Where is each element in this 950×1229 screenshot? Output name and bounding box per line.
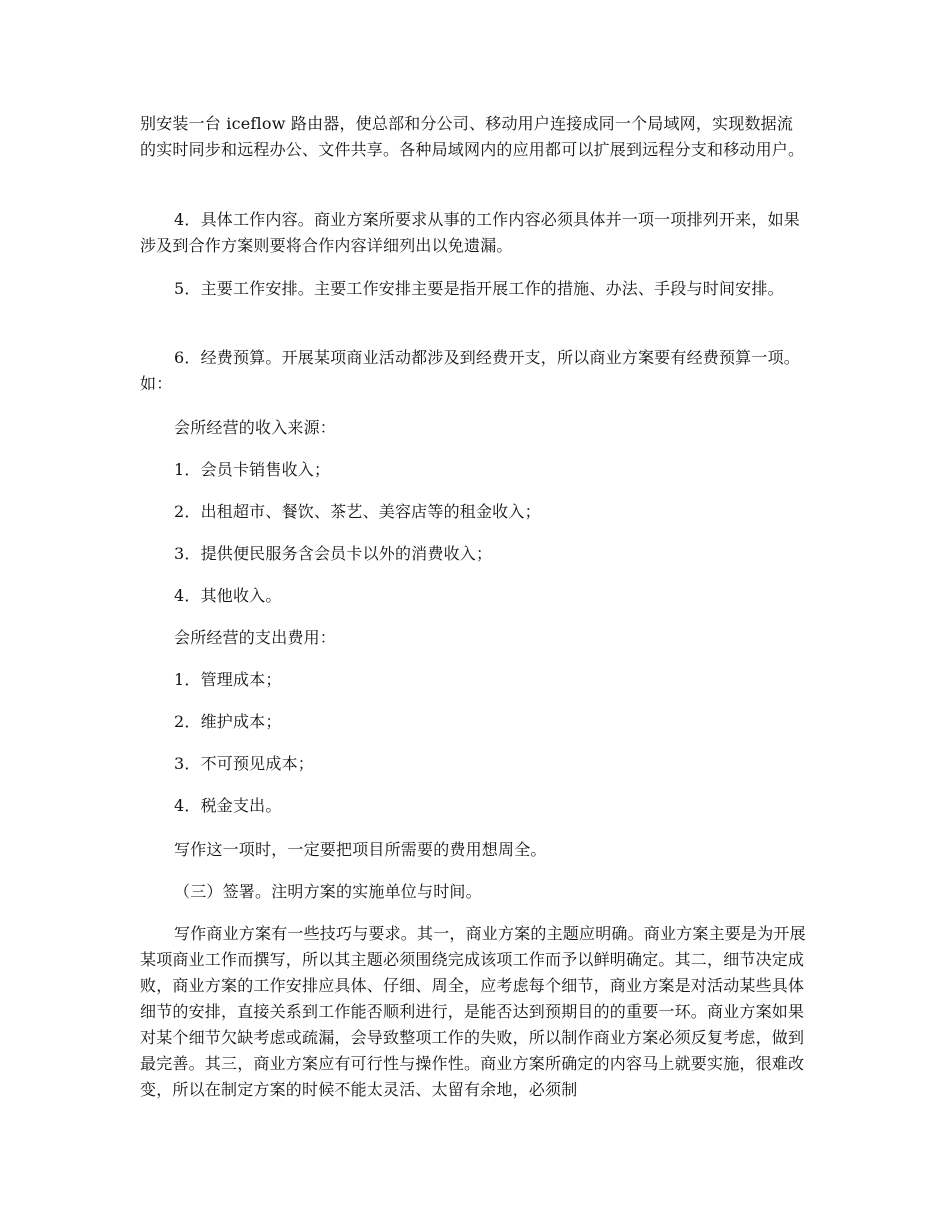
income-item-4: 4．其他收入。 (174, 586, 282, 605)
income-item-3: 3．提供便民服务含会员卡以外的消费收入； (174, 544, 493, 563)
expense-item-3: 3．不可预见成本； (174, 754, 314, 773)
paragraph-work-content: 4．具体工作内容。商业方案所要求从事的工作内容必须具体并一项一项排列开来，如果涉及到合作方案则要将合作内容详细列出以免遗漏。 (140, 210, 800, 255)
paragraph-work-arrangement: 5．主要工作安排。主要工作安排主要是指开展工作的措施、办法、手段与时间安排。 (174, 279, 784, 298)
paragraph-budget: 6．经费预算。开展某项商业活动都涉及到经费开支，所以商业方案要有经费预算一项。如： (140, 348, 800, 393)
paragraph-network-intro: 别安装一台 iceflow 路由器，使总部和分公司、移动用户连接成同一个局域网，实现数据流的实时同步和远程办公、文件共享。各种局域网内的应用都可以扩展到远程分支和移动用户。 (140, 114, 805, 159)
paragraph-writing-tips: 写作商业方案有一些技巧与要求。其一，商业方案的主题应明确。商业方案主要是为开展某项商业工作而撰写，所以其主题必须围绕完成该项工作而予以鲜明确定。其二，细节决定成败，商业方案的工作安排应具体、仔细、周全，应考虑每个细节，商业方案是对活动某些具体细节的安排，直接关系到工作能否顺利进行，是能否达到预期目的的重要一环。商业方案如果对某个细节欠缺考虑或疏漏，会导致整项工作的失败，所以制作商业方案必须反复考虑，做到最完善。其三，商业方案应有可行性与操作性。商业方案所确定的内容马上就要实施，很难改变，所以在制定方案的时候不能太灵活、太留有余地，必须制 (140, 924, 806, 1099)
income-item-1: 1．会员卡销售收入； (174, 460, 331, 479)
expense-item-1: 1．管理成本； (174, 670, 282, 689)
expense-item-4: 4．税金支出。 (174, 796, 282, 815)
income-item-2: 2．出租超市、餐饮、茶艺、美容店等的租金收入； (174, 502, 541, 521)
expense-heading: 会所经营的支出费用： (174, 628, 337, 647)
budget-note: 写作这一项时，一定要把项目所需要的费用想周全。 (174, 840, 547, 859)
signature-paragraph: （三）签署。注明方案的实施单位与时间。 (174, 882, 482, 901)
income-heading: 会所经营的收入来源： (174, 418, 337, 437)
expense-item-2: 2．维护成本； (174, 712, 282, 731)
